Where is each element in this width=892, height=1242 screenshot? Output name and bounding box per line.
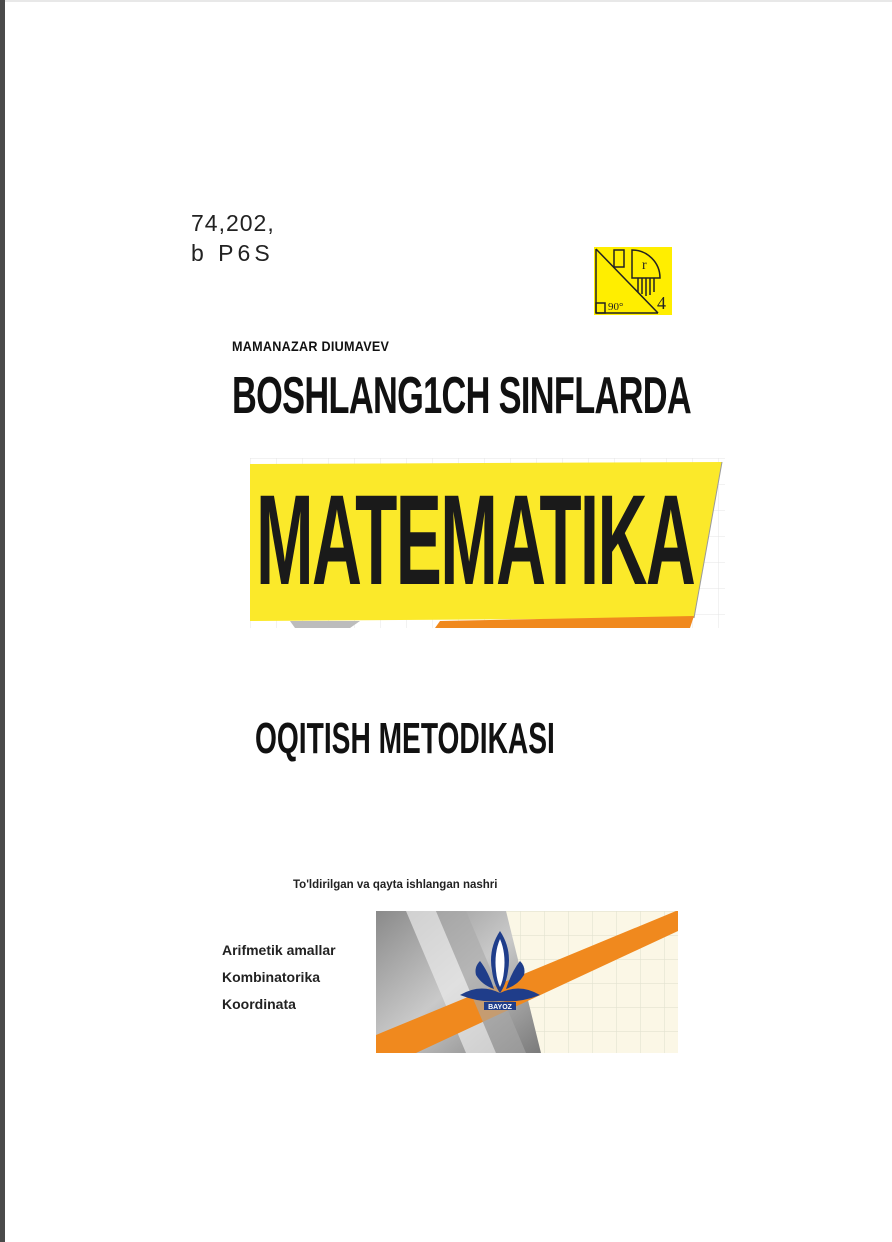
catalog-code-line1: 74,202,	[191, 210, 275, 236]
page-top-border	[5, 0, 892, 2]
topic-item: Arifmetik amallar	[222, 942, 336, 958]
banner-title: MATEMATIKA	[256, 469, 695, 612]
cover-illustration	[376, 911, 678, 1053]
geometry-icon-label-angle: 90°	[608, 301, 624, 313]
geometry-icon-label-4: 4	[657, 293, 666, 313]
cover-headline: BOSHLANG1CH SINFLARDA	[232, 367, 691, 425]
cover-subtitle: OQITISH METODIKASI	[255, 714, 555, 763]
viewer-edge	[0, 0, 5, 1242]
topic-item: Kombinatorika	[222, 969, 321, 985]
publisher-logo-text: BAYOZ	[488, 1004, 512, 1011]
geometry-icon	[594, 247, 672, 315]
edition-note: To'ldirilgan va qayta ishlangan nashri	[293, 879, 498, 891]
topic-item: Koordinata	[222, 996, 296, 1012]
catalog-code-line2: b P6S	[191, 240, 274, 266]
topics-list	[222, 937, 336, 1018]
author-name: MAMANAZAR DIUMAVEV	[232, 338, 390, 354]
geometry-icon-label-r: r	[642, 258, 647, 273]
